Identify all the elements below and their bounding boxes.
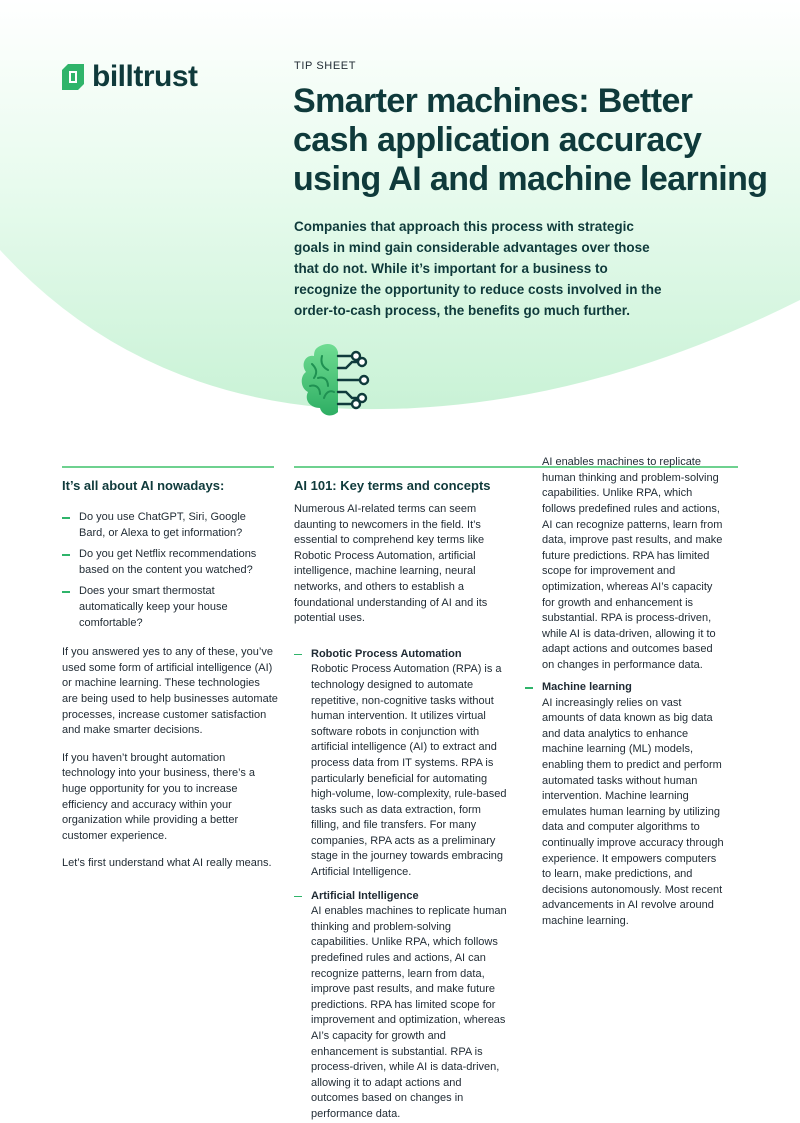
right-section-heading: AI 101: Key terms and concepts xyxy=(294,478,491,493)
ai-questions-list xyxy=(62,510,280,631)
right-column xyxy=(525,456,725,938)
list-item: Do you use ChatGPT, Siri, Google Bard, or Alexa to get information? xyxy=(62,510,252,541)
term-title: Machine learning xyxy=(542,681,632,693)
term-body: AI enables machines to replicate human thinking and problem-solving capabilities. Unlike RPA, which follows predefined rules and actions, AI can recognize patterns, learn from data, improve past results, and make future predictions. RPA has limited scope for improvement and optimization, whereas AI’s capacity for growth and enhancement is substantial. RPA is process-driven, while AI is data-driven, allowing it to adapt actions and outcomes based on changes in performance data. xyxy=(311,905,507,1120)
term-ai-continuation xyxy=(525,456,725,674)
brand-name: billtrust xyxy=(92,60,198,93)
term-body: AI increasingly relies on vast amounts of data known as big data and data analytics to enhance machine learning (ML) models, enabling them to predict and perform automated tasks without human intervention. Machine learning emulates human learning by utilizing data and computer algorithms to continually improve accuracy through experience. It empowers computers to learn, make predictions, and decisions autonomously. Most recent advancements in AI revolve around machine learning. xyxy=(542,696,724,927)
term-rpa xyxy=(294,647,508,881)
brain-circuit-icon xyxy=(298,342,370,418)
left-section-rule xyxy=(62,466,274,468)
list-item: Does your smart thermostat automatically keep your house comfortable? xyxy=(62,584,232,631)
page-title: Smarter machines: Better cash application accuracy using AI and machine learning xyxy=(293,82,768,198)
billtrust-logo-icon xyxy=(62,64,84,90)
list-item: Do you get Netflix recommendations based on the content you watched? xyxy=(62,547,262,578)
term-title: Robotic Process Automation xyxy=(311,647,462,660)
eyebrow-label: TIP SHEET xyxy=(294,60,357,72)
term-ai xyxy=(294,889,508,1120)
term-title: Artificial Intelligence xyxy=(311,889,419,902)
terms-intro: Numerous AI-related terms can seem daunting to newcomers in the field. It’s essential to comprehend key terms like Robotic Process Automation, artificial intelligence, machine learning, neural networks, and others to establish a foundational understanding of AI and its potential uses. xyxy=(294,503,488,625)
intro-text: Companies that approach this process with strategic goals in mind gain considerable advantages over those that do not. While it’s important for a business to recognize the opportunity to reduce costs involved in the order-to-cash process, the benefits go much further. xyxy=(294,219,662,318)
term-ml xyxy=(525,680,725,930)
term-body: Robotic Process Automation (RPA) is a technology designed to automate repetitive, non-cognitive tasks without human intervention. It utilizes virtual software robots in conjunction with artificial intelligence (AI) to extract and process data from IT systems. RPA is particularly beneficial for automating high-volume, low-complexity, rule-based tasks such as data extraction, form filling, and file transfers. For many companies, RPA acts as a preliminary stage in the journey towards embracing Artificial Intelligence. xyxy=(311,663,507,879)
paragraph: If you answered yes to any of these, you’ve used some form of artificial intelligence (AI) or machine learning. These technologies are being used to help businesses automate processes, increase customer satisfaction and make smarter decisions. xyxy=(62,646,278,737)
left-column xyxy=(62,510,280,884)
paragraph: Let’s first understand what AI really means. xyxy=(62,857,272,870)
paragraph: If you haven’t brought automation technology into your business, there’s a huge opportunity for you to increase efficiency and accuracy within your organization while providing a better customer experience. xyxy=(62,751,256,842)
brand-logo xyxy=(62,61,198,93)
term-body-continued: AI enables machines to replicate human thinking and problem-solving capabilities. Unlike RPA, which follows predefined rules and actions, AI can recognize patterns, learn from data, improve past results, and make future predictions. RPA has limited scope for improvement and optimization, whereas AI’s capacity for growth and enhancement is substantial. RPA is process-driven, while AI is data-driven, allowing it to adapt actions and outcomes based on changes in performance data. xyxy=(542,456,723,671)
left-section-heading: It’s all about AI nowadays: xyxy=(62,478,225,493)
middle-column xyxy=(294,502,508,1120)
